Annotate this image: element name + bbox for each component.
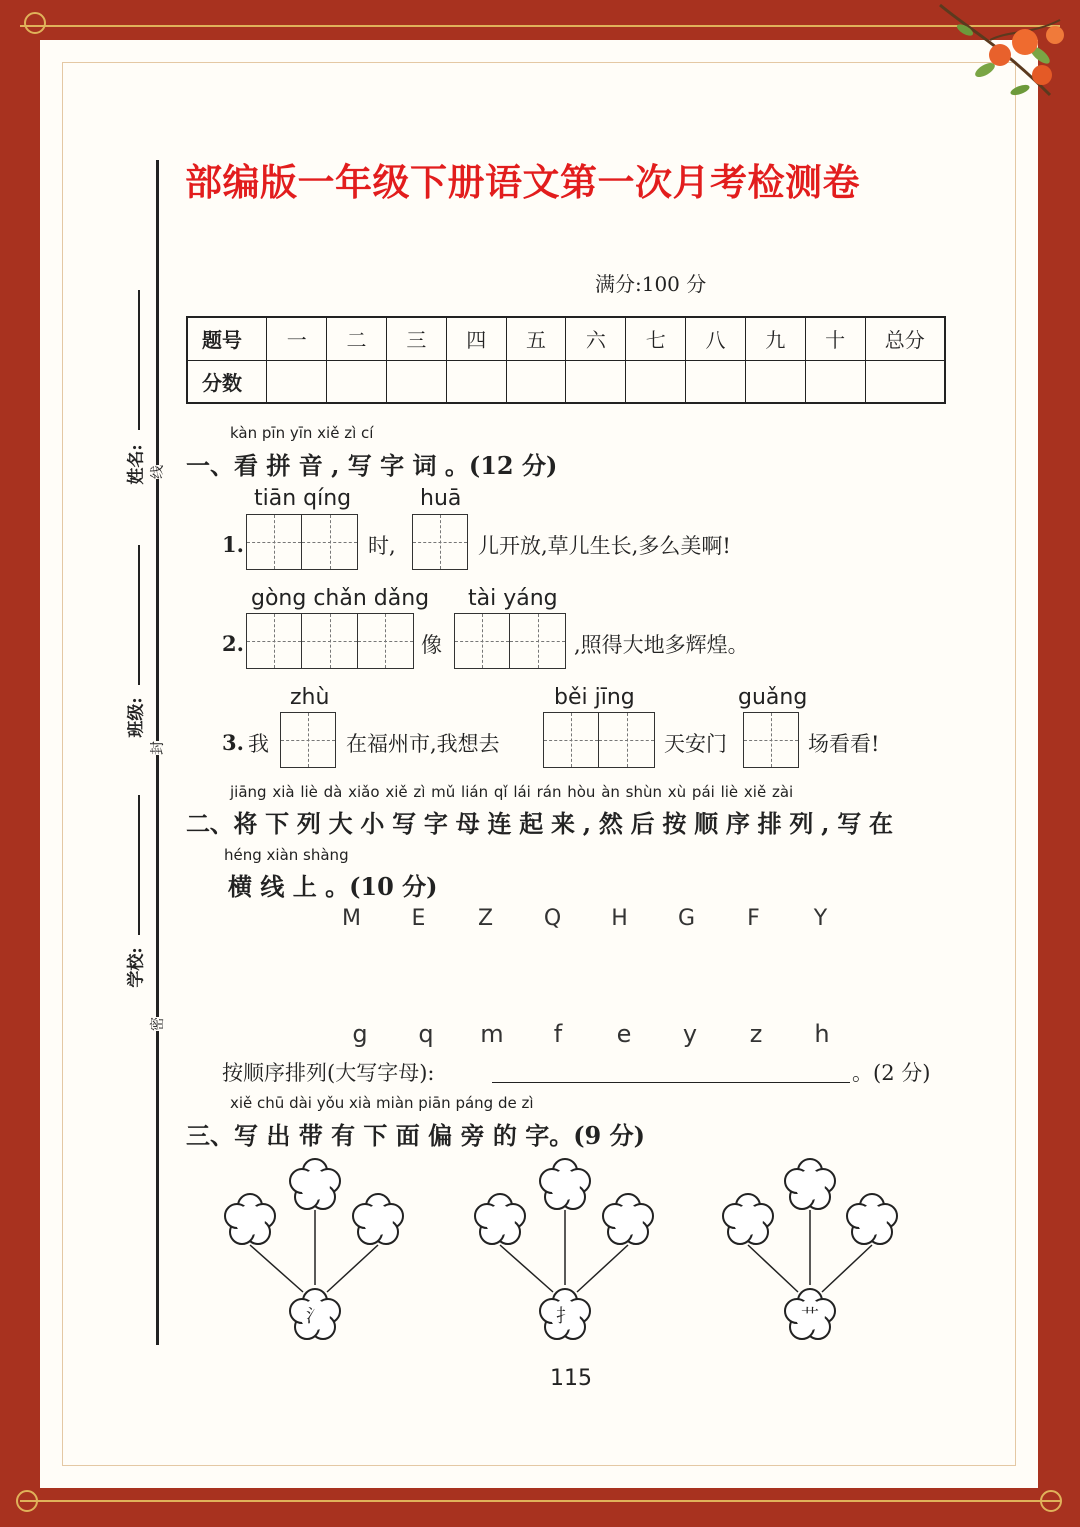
letter-item[interactable]: H bbox=[611, 906, 628, 931]
full-score: 满分:100 分 bbox=[595, 272, 707, 296]
score-blank[interactable] bbox=[327, 360, 387, 403]
section2-heading-2: 横 线 上 。(10 分) bbox=[228, 872, 438, 901]
uppercase-letters bbox=[318, 906, 854, 931]
radical-grass: 艹 bbox=[801, 1306, 819, 1327]
q1-writing-grid-2[interactable] bbox=[412, 514, 468, 570]
radical-flower-diagrams bbox=[200, 1150, 920, 1350]
table-cell: 题号 bbox=[187, 317, 267, 360]
table-cell: 七 bbox=[626, 317, 686, 360]
blank-flower[interactable] bbox=[723, 1194, 773, 1244]
radical-water: 氵 bbox=[306, 1306, 324, 1327]
q3-pinyin-2: běi jīng bbox=[554, 685, 635, 710]
grid-cell[interactable] bbox=[302, 614, 357, 668]
q3-pinyin-3: guǎng bbox=[738, 685, 808, 710]
section2-pinyin-1: jiāng xià liè dà xiǎo xiě zì mǔ lián qǐ lái rán hòu àn shùn xù pái liè xiě zài bbox=[230, 783, 794, 801]
letter-item[interactable]: Q bbox=[543, 906, 562, 931]
grid-cell[interactable] bbox=[455, 614, 510, 668]
table-cell: 四 bbox=[446, 317, 506, 360]
school-rule bbox=[138, 795, 140, 935]
q3-number: 3. bbox=[222, 730, 244, 755]
score-blank[interactable] bbox=[626, 360, 686, 403]
corner-ornament-bl bbox=[16, 1490, 38, 1512]
table-cell: 十 bbox=[805, 317, 865, 360]
blank-flower[interactable] bbox=[290, 1159, 340, 1209]
order-answer-line[interactable] bbox=[492, 1082, 850, 1083]
order-label: 按顺序排列(大写字母): bbox=[222, 1061, 435, 1085]
letter-item[interactable]: E bbox=[411, 906, 426, 931]
section3-pinyin: xiě chū dài yǒu xià miàn piān páng de zì bbox=[230, 1094, 534, 1112]
q1-pinyin-2: huā bbox=[420, 486, 462, 511]
score-blank[interactable] bbox=[386, 360, 446, 403]
q3-writing-grid-3[interactable] bbox=[743, 712, 799, 768]
letter-item[interactable]: Z bbox=[477, 906, 494, 931]
letter-item[interactable]: m bbox=[480, 1020, 504, 1048]
letter-item[interactable]: q bbox=[418, 1020, 434, 1048]
table-cell: 九 bbox=[745, 317, 805, 360]
table-cell: 分数 bbox=[187, 360, 267, 403]
seal-mark-line: 线 bbox=[147, 465, 167, 479]
grid-cell[interactable] bbox=[544, 713, 599, 767]
q1-text-mid: 时, bbox=[368, 534, 396, 558]
section2-pinyin-2: héng xiàn shàng bbox=[224, 846, 349, 864]
score-blank[interactable] bbox=[446, 360, 506, 403]
table-cell: 八 bbox=[686, 317, 746, 360]
q2-text-mid: 像 bbox=[421, 633, 442, 657]
score-blank[interactable] bbox=[566, 360, 626, 403]
letter-item[interactable]: M bbox=[342, 906, 361, 931]
q3-writing-grid-1[interactable] bbox=[280, 712, 336, 768]
class-label: 班级: bbox=[126, 697, 147, 738]
score-table-score-row bbox=[187, 360, 945, 403]
score-blank[interactable] bbox=[506, 360, 566, 403]
q3-text-start: 我 bbox=[248, 732, 269, 756]
seal-mark-seal: 封 bbox=[147, 741, 167, 755]
q2-writing-grid-1[interactable] bbox=[246, 613, 414, 669]
score-table bbox=[186, 316, 946, 404]
q2-pinyin-1: gòng chǎn dǎng bbox=[251, 586, 430, 611]
table-cell: 总分 bbox=[865, 317, 945, 360]
grid-cell[interactable] bbox=[413, 515, 467, 569]
q2-pinyin-2: tài yáng bbox=[468, 586, 558, 611]
score-blank[interactable] bbox=[686, 360, 746, 403]
grid-cell[interactable] bbox=[358, 614, 413, 668]
letter-item[interactable]: f bbox=[553, 1020, 563, 1048]
q1-text-tail: 儿开放,草儿生长,多么美啊! bbox=[478, 534, 731, 558]
letter-item[interactable]: y bbox=[682, 1020, 698, 1048]
seal-mark-secret: 密 bbox=[147, 1017, 167, 1031]
frame-bottom-line bbox=[20, 1500, 1060, 1502]
blank-flower[interactable] bbox=[785, 1159, 835, 1209]
blank-flower[interactable] bbox=[540, 1159, 590, 1209]
blank-flower[interactable] bbox=[603, 1194, 653, 1244]
section1-heading: 一、看 拼 音 , 写 字 词 。(12 分) bbox=[186, 451, 558, 480]
q3-text-tail: 场看看! bbox=[808, 732, 880, 756]
table-cell: 三 bbox=[386, 317, 446, 360]
order-score: 。(2 分) bbox=[852, 1061, 931, 1085]
grid-cell[interactable] bbox=[281, 713, 335, 767]
corner-ornament-br bbox=[1040, 1490, 1062, 1512]
score-blank[interactable] bbox=[745, 360, 805, 403]
q2-text-tail: ,照得大地多辉煌。 bbox=[574, 633, 749, 657]
q2-writing-grid-2[interactable] bbox=[454, 613, 566, 669]
score-table-header-row bbox=[187, 317, 945, 360]
q1-writing-grid-1[interactable] bbox=[246, 514, 358, 570]
letter-item[interactable]: F bbox=[747, 906, 760, 931]
q1-number: 1. bbox=[222, 532, 244, 557]
letter-item[interactable]: g bbox=[352, 1020, 368, 1048]
corner-ornament-tl bbox=[24, 12, 46, 34]
grid-cell[interactable] bbox=[247, 614, 302, 668]
radical-hand: 扌 bbox=[556, 1306, 574, 1327]
grid-cell[interactable] bbox=[247, 515, 302, 569]
table-cell: 五 bbox=[506, 317, 566, 360]
score-blank[interactable] bbox=[805, 360, 865, 403]
table-cell: 二 bbox=[327, 317, 387, 360]
blank-flower[interactable] bbox=[847, 1194, 897, 1244]
q2-number: 2. bbox=[222, 631, 244, 656]
q3-text-mid2: 天安门 bbox=[664, 732, 727, 756]
letter-item[interactable]: e bbox=[616, 1020, 632, 1048]
blank-flower[interactable] bbox=[353, 1194, 403, 1244]
table-cell: 六 bbox=[566, 317, 626, 360]
name-rule bbox=[138, 290, 140, 430]
blank-flower[interactable] bbox=[225, 1194, 275, 1244]
score-blank[interactable] bbox=[865, 360, 945, 403]
page-number: 115 bbox=[550, 1366, 592, 1391]
lowercase-letters bbox=[327, 1020, 855, 1048]
grid-cell[interactable] bbox=[744, 713, 798, 767]
q3-writing-grid-2[interactable] bbox=[543, 712, 655, 768]
page-title: 部编版一年级下册语文第一次月考检测卷 bbox=[185, 161, 860, 204]
q3-pinyin-1: zhù bbox=[290, 685, 330, 710]
section1-pinyin: kàn pīn yīn xiě zì cí bbox=[230, 424, 374, 442]
persimmon-branch-decoration bbox=[930, 0, 1080, 115]
score-blank[interactable] bbox=[267, 360, 327, 403]
table-cell: 一 bbox=[267, 317, 327, 360]
q1-pinyin-1: tiān qíng bbox=[254, 486, 352, 511]
grid-cell[interactable] bbox=[510, 614, 565, 668]
letter-item[interactable]: z bbox=[749, 1020, 763, 1048]
name-label: 姓名: bbox=[126, 444, 147, 485]
letter-item[interactable]: G bbox=[677, 906, 696, 931]
section2-heading-1: 二、将 下 列 大 小 写 字 母 连 起 来 , 然 后 按 顺 序 排 列 , 写 在 bbox=[186, 809, 893, 838]
section3-heading: 三、写 出 带 有 下 面 偏 旁 的 字。(9 分) bbox=[186, 1121, 645, 1150]
letter-item[interactable]: Y bbox=[813, 906, 828, 931]
q3-text-mid1: 在福州市,我想去 bbox=[346, 732, 500, 756]
grid-cell[interactable] bbox=[599, 713, 654, 767]
grid-cell[interactable] bbox=[302, 515, 357, 569]
blank-flower[interactable] bbox=[475, 1194, 525, 1244]
frame-top-line bbox=[20, 25, 1060, 27]
letter-item[interactable]: h bbox=[814, 1020, 830, 1048]
class-rule bbox=[138, 545, 140, 685]
school-label: 学校: bbox=[126, 947, 147, 988]
